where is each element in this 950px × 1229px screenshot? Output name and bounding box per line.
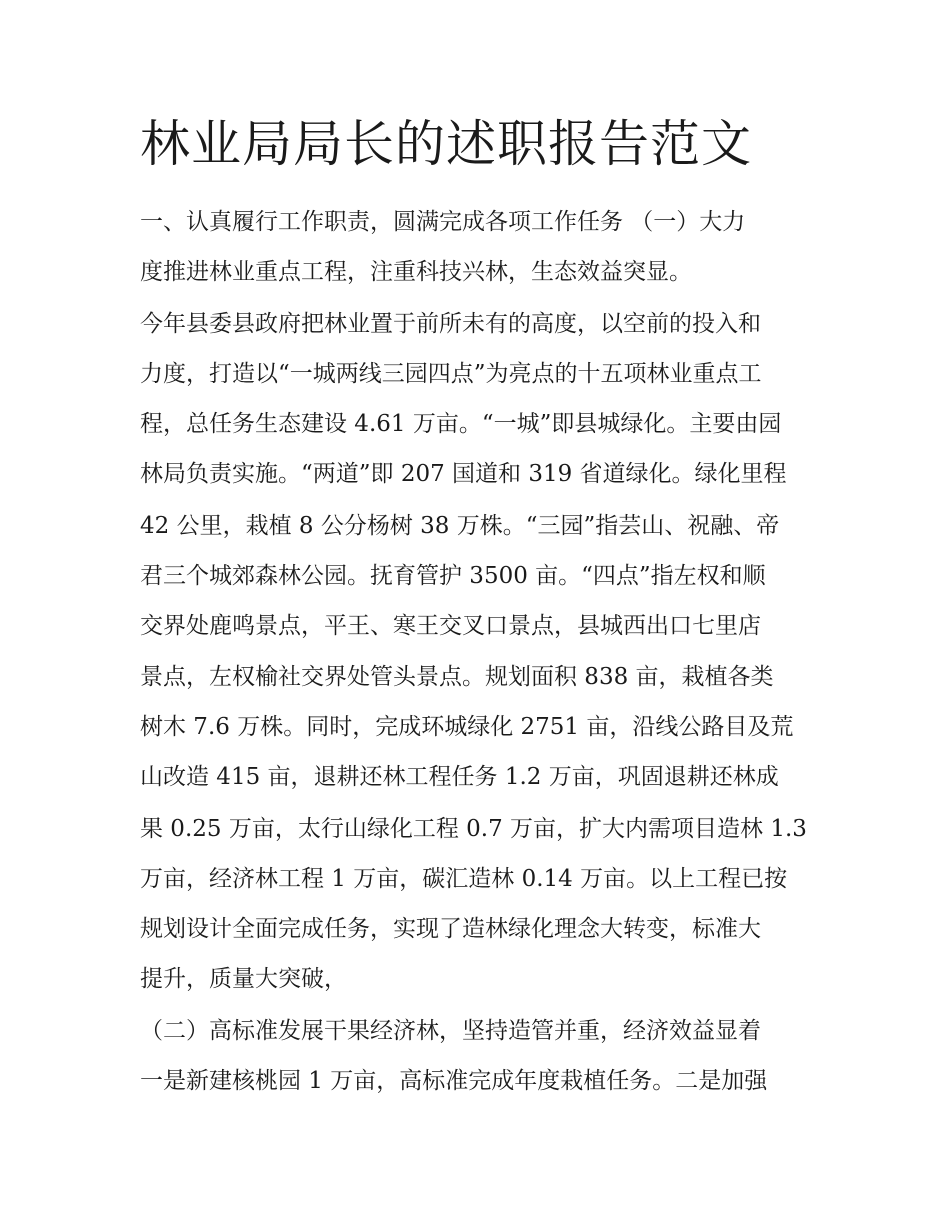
text-line: 景点，左权榆社交界处管头景点。规划面积 838 亩，栽植各类 — [140, 664, 774, 690]
text-line: 一、认真履行工作职责，圆满完成各项工作任务 （一）大力 — [140, 209, 746, 235]
text-line: 树木 7.6 万株。同时，完成环城绿化 2751 亩，沿线公路目及荒 — [140, 714, 794, 740]
text-line: 程，总任务生态建设 4.61 万亩。“一城”即县城绿化。主要由园 — [140, 411, 782, 437]
document-title: 林业局局长的述职报告范文 — [140, 115, 752, 173]
text-line: 万亩，经济林工程 1 万亩，碳汇造林 0.14 万亩。以上工程已按 — [140, 866, 788, 892]
text-line: 度推进林业重点工程，注重科技兴林，生态效益突显。 — [140, 259, 692, 285]
text-line: （二）高标准发展干果经济林，坚持造管并重，经济效益显着 — [140, 1018, 761, 1044]
text-line: 果 0.25 万亩，太行山绿化工程 0.7 万亩，扩大内需项目造林 1.3 — [140, 816, 807, 842]
text-line: 交界处鹿鸣景点，平王、寒王交叉口景点，县城西出口七里店 — [140, 613, 761, 639]
text-line: 君三个城郊森林公园。抚育管护 3500 亩。“四点”指左权和顺 — [140, 563, 766, 589]
text-line: 一是新建核桃园 1 万亩，高标准完成年度栽植任务。二是加强 — [140, 1068, 768, 1094]
text-line: 42 公里，栽植 8 公分杨树 38 万株。“三园”指芸山、祝融、帝 — [140, 513, 780, 539]
text-line: 提升，质量大突破， — [140, 966, 347, 992]
text-line: 山改造 415 亩，退耕还林工程任务 1.2 万亩，巩固退耕还林成 — [140, 764, 779, 790]
text-line: 今年县委县政府把林业置于前所未有的高度，以空前的投入和 — [140, 311, 761, 337]
text-line: 林局负责实施。“两道”即 207 国道和 319 省道绿化。绿化里程 — [140, 461, 787, 487]
text-line: 力度，打造以“一城两线三园四点”为亮点的十五项林业重点工 — [140, 361, 762, 387]
text-line: 规划设计全面完成任务，实现了造林绿化理念大转变，标准大 — [140, 916, 761, 942]
